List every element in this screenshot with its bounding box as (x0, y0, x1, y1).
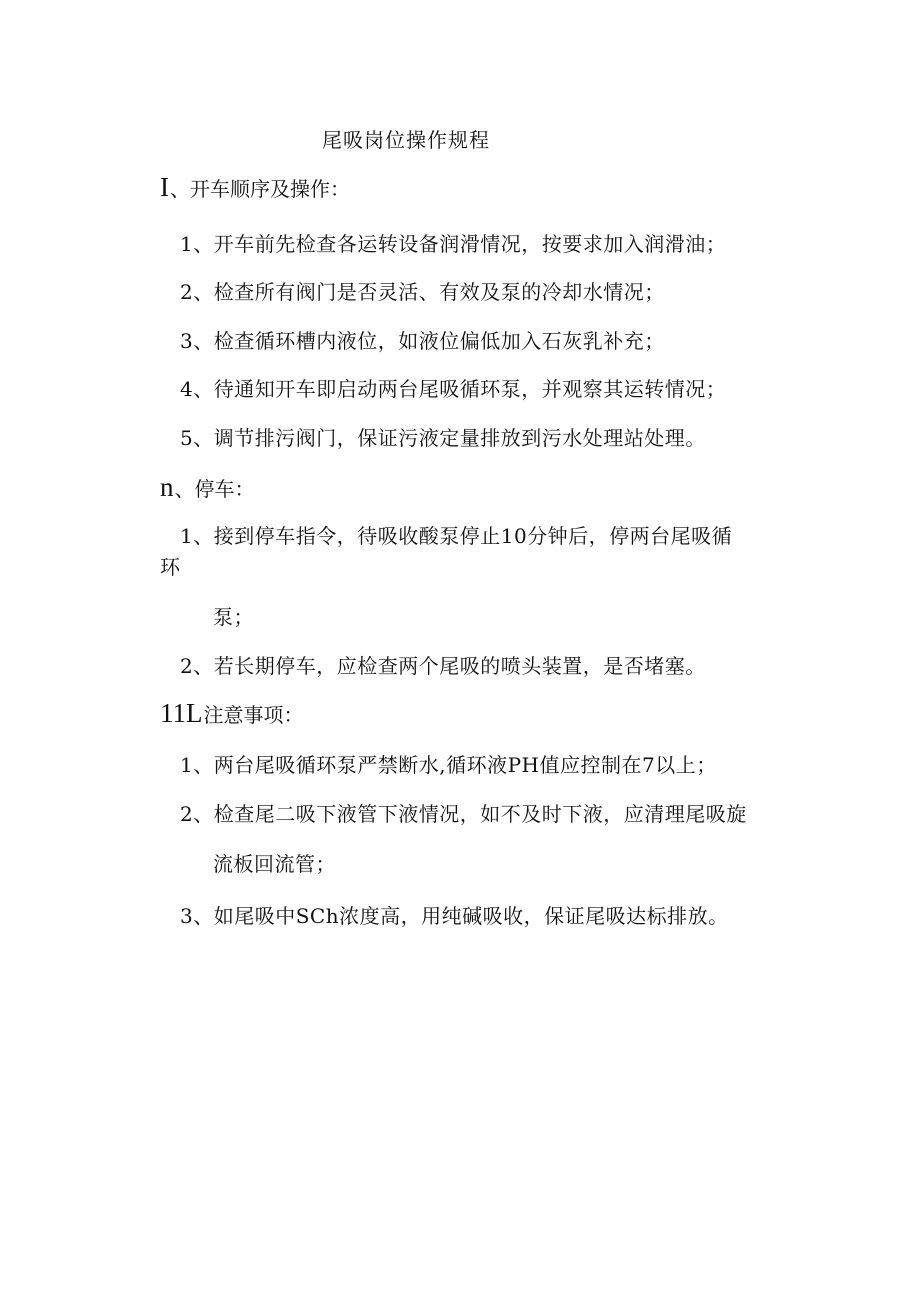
section-number: n (160, 472, 174, 502)
list-item: 3、如尾吸中SCh浓度高，用纯碱吸收，保证尾吸达标排放。 (180, 904, 729, 928)
section-number: 11L (160, 698, 203, 728)
section-heading-shutdown (160, 472, 255, 503)
section-label: 、开车顺序及操作： (170, 177, 350, 201)
section-label: 注意事项： (203, 703, 304, 727)
document-title: 尾吸岗位操作规程 (322, 128, 490, 152)
list-item: 1、开车前先检查各运转设备润滑情况，按要求加入润滑油； (180, 232, 727, 256)
list-item: 1、接到停车指令，待吸收酸泵停止10分钟后，停两台尾吸循 (180, 524, 733, 548)
section-heading-notes (160, 698, 304, 729)
list-item: 5、调节排污阀门，保证污液定量排放到污水处理站处理。 (180, 426, 706, 450)
list-item: 4、待通知开车即启动两台尾吸循环泵，并观察其运转情况； (180, 377, 727, 401)
section-label: 、停车： (174, 477, 255, 501)
section-number: I (160, 172, 169, 202)
list-item-continuation: 流板回流管； (213, 852, 336, 876)
section-heading-startup (160, 172, 350, 203)
list-item: 3、检查循环槽内液位，如液位偏低加入石灰乳补充； (180, 329, 665, 353)
list-item-continuation: 泵； (213, 605, 254, 629)
list-item-wrap: 环 (160, 555, 181, 579)
list-item: 2、检查尾二吸下液管下液情况，如不及时下液，应清理尾吸旋 (180, 802, 747, 826)
list-item: 1、两台尾吸循环泵严禁断水,循环液PH值应控制在7以上； (180, 753, 717, 777)
list-item: 2、检查所有阀门是否灵活、有效及泵的冷却水情况； (180, 280, 665, 304)
list-item: 2、若长期停车，应检查两个尾吸的喷头装置，是否堵塞。 (180, 654, 706, 678)
